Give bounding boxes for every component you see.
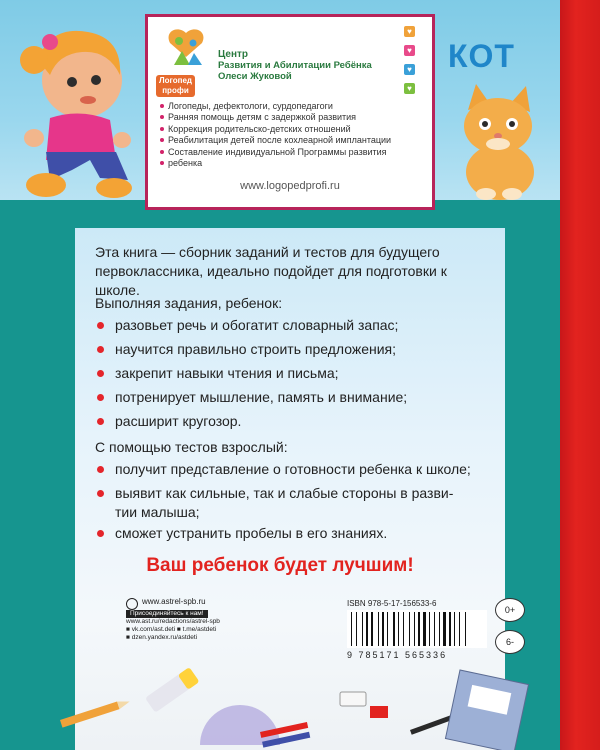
list-item: потренирует мышление, память и внимание; <box>115 389 408 405</box>
age-marker: 6- <box>495 630 525 654</box>
heart-icon: ♥ <box>404 64 415 75</box>
heart-icon: ♥ <box>404 26 415 37</box>
center-website[interactable]: www.logopedprofi.ru <box>240 180 340 192</box>
list-item: Реабилитация детей после кохлеарной имплантации <box>160 135 391 146</box>
pencil-icon <box>60 698 131 728</box>
girl-illustration <box>10 20 140 205</box>
cat-illustration <box>440 80 560 200</box>
eraser-icon <box>340 692 366 706</box>
notebook-icon <box>445 670 528 750</box>
list-item: Составление индивидуальной Программы развития <box>160 147 391 158</box>
heart-icons <box>404 26 415 102</box>
barcode-bar <box>429 612 430 646</box>
bullet-icon <box>97 418 104 425</box>
barcode-bar <box>414 612 415 646</box>
barcode-bar <box>366 612 368 646</box>
list-item: ребенка <box>160 158 391 169</box>
child-heading: Выполняя задания, ребенок: <box>95 295 283 311</box>
list-item: расширит кругозор. <box>115 413 242 429</box>
telegram-icon: ■ <box>176 626 183 633</box>
join-banner: Присоединяйтесь к нам! <box>126 610 208 618</box>
publisher-site[interactable]: www.astrel-spb.ru <box>142 597 206 606</box>
bullet-icon <box>97 322 104 329</box>
list-item: научится правильно строить предложения; <box>115 341 397 357</box>
bullet-icon <box>97 490 104 497</box>
tg-link[interactable]: t.me/astdeti <box>182 626 217 633</box>
logo-label: Логопед профи <box>156 75 195 97</box>
center-ad-card <box>145 14 435 210</box>
word-label: КОТ <box>448 38 515 74</box>
barcode-bar <box>454 612 455 646</box>
barcode-bar <box>362 612 363 646</box>
list-item: выявит как сильные, так и слабые стороны в разви- <box>115 485 454 501</box>
dzen-icon: ■ <box>126 634 132 641</box>
barcode-bar <box>449 612 451 646</box>
redaction-link[interactable]: www.ast.ru/redactions/astrel-spb <box>126 618 220 625</box>
barcode-bar <box>459 612 460 646</box>
barcode-bar <box>418 612 420 646</box>
vk-icon: ■ <box>126 626 132 633</box>
barcode-bar <box>356 612 357 646</box>
protractor-icon <box>200 705 280 745</box>
barcode-bar <box>403 612 404 646</box>
list-item: Ранняя помощь детям с задержкой развития <box>160 112 391 123</box>
barcode-bar <box>443 612 446 646</box>
vk-link[interactable]: vk.com/ast.deti <box>131 626 176 633</box>
barcode-bar <box>409 612 410 646</box>
barcode-bar <box>439 612 440 646</box>
stationery-illustration <box>50 650 570 750</box>
publisher-imprint <box>126 596 220 642</box>
barcode-bar <box>434 612 435 646</box>
sharpener-icon <box>370 706 388 718</box>
list-item: разовьет речь и обогатит словарный запас; <box>115 317 399 333</box>
barcode-bar <box>393 612 395 646</box>
barcode <box>347 610 487 648</box>
barcode-bar <box>423 612 426 646</box>
barcode-bar <box>465 612 466 646</box>
barcode-bar <box>382 612 384 646</box>
adult-heading: С помощью тестов взрослый: <box>95 439 288 455</box>
bullet-icon <box>97 466 104 473</box>
barcode-bar <box>387 612 388 646</box>
barcode-bar <box>351 612 352 646</box>
bullet-icon <box>97 394 104 401</box>
age-rating: 0+ <box>495 598 525 622</box>
bullet-icon <box>97 346 104 353</box>
heart-icon: ♥ <box>404 83 415 94</box>
services-list <box>160 101 391 169</box>
isbn: ISBN 978-5-17-156533-6 <box>347 599 437 608</box>
spine-stripe <box>560 0 600 750</box>
barcode-bar <box>378 612 379 646</box>
bullet-icon <box>97 530 104 537</box>
list-item: Логопеды, дефектологи, сурдопедагоги <box>160 101 391 112</box>
barcode-digits: 9 785171 565336 <box>347 650 448 660</box>
list-item-continuation: тии малыша; <box>115 504 200 520</box>
intro-text: Эта книга — сборник заданий и тестов для будущего первоклассника, идеально подойдет для подготовки к школе. <box>95 244 447 298</box>
slogan: Ваш ребенок будет лучшим! <box>146 555 414 576</box>
list-item: получит представление о готовности ребенка к школе; <box>115 461 471 477</box>
barcode-bar <box>398 612 399 646</box>
list-item: сможет устранить пробелы в его знаниях. <box>115 525 388 541</box>
center-title: Центр Развития и Абилитации Ребёнка Олеси Жуковой <box>218 49 372 82</box>
bullet-icon <box>97 370 104 377</box>
glue-stick-icon <box>145 667 200 713</box>
dzen-link[interactable]: dzen.yandex.ru/astdeti <box>131 634 198 641</box>
heart-icon: ♥ <box>404 45 415 56</box>
list-item: Коррекция родительско-детских отношений <box>160 124 391 135</box>
barcode-bar <box>371 612 373 646</box>
list-item: закрепит навыки чтения и письма; <box>115 365 339 381</box>
